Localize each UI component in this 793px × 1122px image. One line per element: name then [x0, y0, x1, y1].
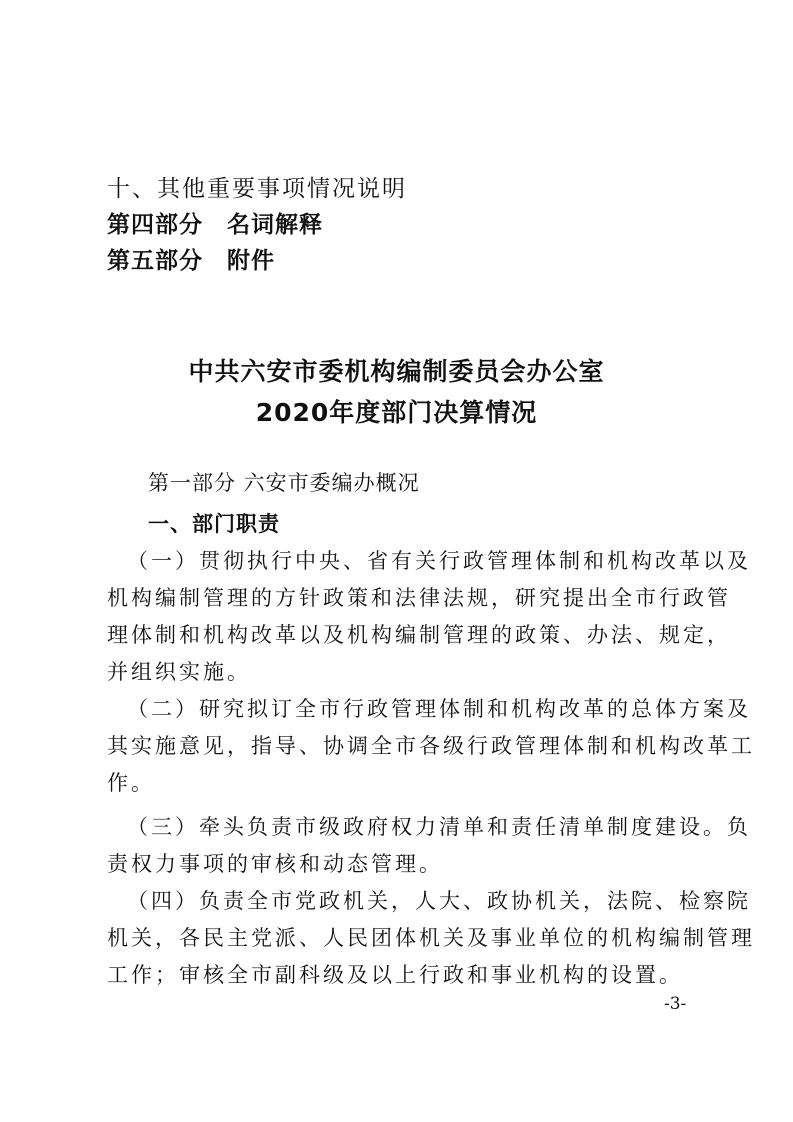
paragraph-line: 机关，各民主党派、人民团体机关及事业单位的机构编制管理 [107, 926, 755, 950]
toc-part-4: 第四部分 名词解释 [107, 212, 323, 238]
section-heading: 第一部分 六安市委编办概况 [148, 471, 420, 495]
paragraph-line: 理体制和机构改革以及机构编制管理的政策、办法、规定， [107, 623, 731, 647]
paragraph-line: 其实施意见，指导、协调全市各级行政管理体制和机构改革工 [107, 734, 755, 758]
paragraph-line: 工作；审核全市副科级及以上行政和事业机构的设置。 [107, 963, 683, 987]
paragraph-line: 作。 [107, 771, 155, 795]
page-number: -3- [664, 994, 687, 1014]
paragraph-line: （四）负责全市党政机关，人大、政协机关，法院、检察院 [127, 889, 751, 913]
toc-item-10: 十、其他重要事项情况说明 [107, 176, 407, 202]
paragraph-line: （一）贯彻执行中央、省有关行政管理体制和机构改革以及 [127, 549, 751, 573]
toc-part-5: 第五部分 附件 [107, 248, 275, 274]
paragraph-line: 责权力事项的审核和动态管理。 [107, 852, 443, 876]
paragraph-line: （三）牵头负责市级政府权力清单和责任清单制度建设。负 [127, 815, 751, 839]
paragraph-line: 并组织实施。 [107, 660, 251, 684]
subsection-heading: 一、部门职责 [148, 512, 280, 536]
paragraph-line: 机构编制管理的方针政策和法律法规，研究提出全市行政管 [107, 586, 731, 610]
document-title-line-1: 中共六安市委机构编制委员会办公室 [188, 357, 605, 386]
paragraph-line: （二）研究拟订全市行政管理体制和机构改革的总体方案及 [127, 697, 751, 721]
document-title-line-2: 2020年度部门决算情况 [255, 398, 538, 427]
